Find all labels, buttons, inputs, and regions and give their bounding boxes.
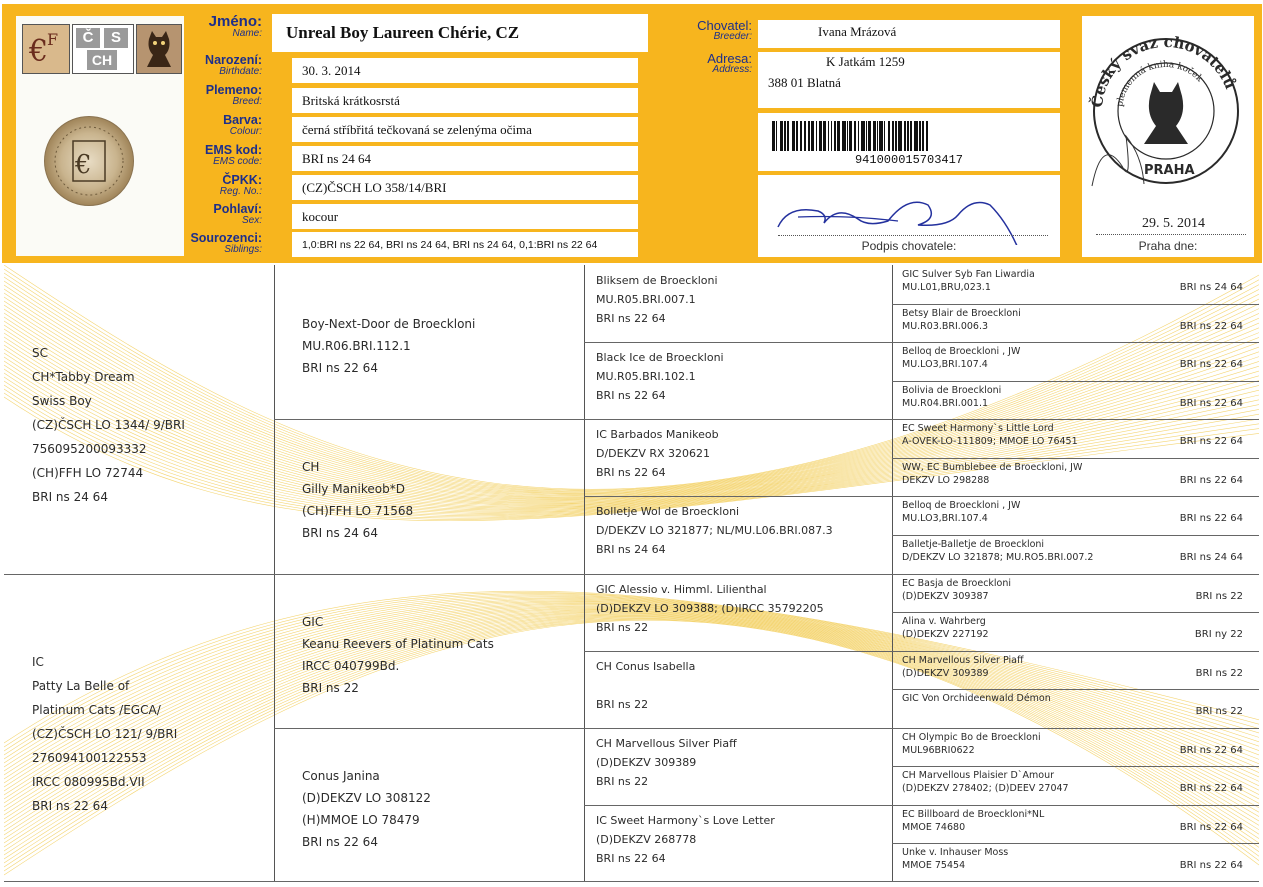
- ancestor-text-line: CH*Tabby Dream: [32, 370, 135, 385]
- ancestor-text-line: MU.R06.BRI.112.1: [302, 339, 411, 354]
- ancestor-name: Betsy Blair de Broeckloni: [902, 307, 1021, 319]
- ancestor-text-line: Platinum Cats /EGCA/: [32, 702, 161, 717]
- ancestor-gen4: [902, 654, 1257, 689]
- row-divider: [892, 535, 1259, 536]
- ancestor-ems-code: BRI ns 22 64: [1179, 397, 1243, 409]
- ancestor-name: CH Marvellous Plaisier D`Amour: [902, 770, 1055, 782]
- address-line-1: K Jatkám 1259: [826, 54, 905, 69]
- ancestor-ems-code: BRI ns 22: [1195, 667, 1243, 679]
- ancestor-gen4: [902, 769, 1257, 804]
- row-divider: [892, 458, 1259, 459]
- ancestor-text-line: Swiss Boy: [32, 394, 92, 409]
- ancestor-registration: (D)DEKZV 227192: [902, 629, 989, 641]
- ancestor-text-line: CH Marvellous Silver Piaff: [596, 736, 737, 750]
- siblings-value: 1,0:BRI ns 22 64, BRI ns 24 64, BRI ns 24 64, 0,1:BRI ns 22 64: [302, 238, 598, 251]
- colour-value: černá stříbřitá tečkovaná se zelenýma očima: [302, 121, 532, 137]
- reg-field: [292, 175, 638, 200]
- ancestor-registration: A-OVEK-LO-111809; MMOE LO 76451: [902, 436, 1078, 448]
- ancestor-text-line: (H)MMOE LO 78479: [302, 812, 420, 827]
- ancestor-name: Belloq de Broeckloni , JW: [902, 500, 1021, 512]
- official-stamp: [1082, 16, 1254, 206]
- row-divider: [584, 805, 892, 806]
- stamp-text-bottom: PRAHA: [1144, 163, 1195, 178]
- reg-value: (CZ)ČSCH LO 358/14/BRI: [302, 179, 447, 195]
- row-divider: [584, 419, 892, 420]
- barcode-number: 941000015703417: [854, 153, 964, 167]
- ancestor-text-line: BRI ns 22 64: [32, 798, 108, 813]
- pedigree-grid: [4, 265, 1259, 882]
- ancestor-text-line: [596, 676, 890, 695]
- ancestor-text-line: (D)DEKZV LO 309388; (D)IRCC 35792205: [596, 601, 824, 615]
- stamp-date-label: Praha dne:: [1138, 239, 1198, 253]
- signature-box: [758, 175, 1060, 257]
- breeder-value: Ivana Mrázová: [818, 24, 897, 39]
- ancestor-text-line: IC: [32, 654, 44, 669]
- ancestor-text-line: (CH)FFH LO 71568: [302, 504, 414, 519]
- ancestor-ems-code: BRI ns 24 64: [1179, 282, 1243, 293]
- breeder-label: Chovatel: Breeder:: [697, 18, 752, 42]
- ancestor-text-line: (D)DEKZV 309389: [596, 755, 697, 769]
- ancestor-name: EC Sweet Harmony`s Little Lord: [902, 423, 1054, 435]
- ancestor-gen1: [32, 650, 268, 818]
- ancestor-text-line: Black Ice de Broeckloni: [596, 351, 724, 365]
- cat-logo: [136, 24, 182, 74]
- ancestor-text-line: IRCC 040799Bd.: [302, 658, 400, 673]
- ancestor-ems-code: BRI ns 22: [1195, 590, 1243, 602]
- ancestor-gen4: [902, 846, 1257, 881]
- ancestor-gen4: [902, 577, 1257, 612]
- ancestor-text-line: BRI ns 22: [596, 620, 649, 634]
- csch-logo: [72, 24, 134, 74]
- ancestor-text-line: SC: [32, 346, 48, 361]
- svg-text:€: €: [75, 150, 92, 180]
- ancestor-gen3: [596, 580, 890, 637]
- ems-field: [292, 146, 638, 171]
- ancestor-ems-code: BRI ns 24 64: [1179, 551, 1243, 563]
- ancestor-text-line: BRI ns 22: [596, 697, 649, 711]
- ancestor-registration: MU.LO3,BRI.107.4: [902, 359, 988, 371]
- ancestor-name: EC Billboard de Broeckloni*NL: [902, 808, 1045, 820]
- ancestor-gen4: [902, 538, 1257, 573]
- row-divider: [584, 342, 892, 343]
- ancestor-name: Unke v. Inhauser Moss: [902, 847, 1009, 859]
- ancestor-text-line: BRI ns 22 64: [302, 361, 378, 376]
- row-divider: [274, 728, 584, 729]
- ancestor-registration: (D)DEKZV 309387: [902, 590, 989, 602]
- row-divider: [892, 574, 1259, 575]
- birthdate-label: Narození: Birthdate:: [205, 53, 262, 77]
- ancestor-text-line: (CZ)ČSCH LO 1344/ 9/BRI: [32, 418, 185, 433]
- sex-label: Pohlaví: Sex:: [213, 202, 262, 226]
- address-label: Adresa: Address:: [707, 51, 752, 75]
- ancestor-text-line: BRI ns 24 64: [302, 526, 378, 541]
- row-divider: [892, 843, 1259, 844]
- row-divider: [584, 574, 892, 575]
- stamp-date: 29. 5. 2014: [1142, 216, 1205, 231]
- ancestor-ems-code: BRI ns 22 64: [1179, 320, 1243, 332]
- ancestor-ems-code: BRI ns 22 64: [1179, 821, 1243, 833]
- breed-field: [292, 88, 638, 113]
- ancestor-gen3: [596, 425, 890, 482]
- ancestor-gen4: [902, 461, 1257, 496]
- birthdate-field: [292, 58, 638, 83]
- ancestor-text-line: BRI ns 24 64: [32, 490, 108, 505]
- ancestor-registration: MU.R03.BRI.006.3: [902, 320, 989, 332]
- ancestor-text-line: Boy-Next-Door de Broeckloni: [302, 317, 476, 332]
- ancestor-name: CH Marvellous Silver Piaff: [902, 654, 1024, 666]
- ancestor-name: GIC Von Orchideenwald Démon: [902, 693, 1051, 705]
- ancestor-name: Balletje-Balletje de Broeckloni: [902, 538, 1045, 550]
- ancestor-registration: MU.R04.BRI.001.1: [902, 397, 989, 409]
- ancestor-gen3: [596, 811, 890, 868]
- ancestor-text-line: GIC Alessio v. Himml. Lilienthal: [596, 582, 767, 596]
- ancestor-registration: MMOE 75454: [902, 860, 966, 872]
- ancestor-gen3: [596, 271, 890, 328]
- row-divider: [892, 381, 1259, 382]
- ancestor-gen2: [302, 456, 582, 544]
- ancestor-registration: D/DEKZV LO 321878; MU.RO5.BRI.007.2: [902, 551, 1094, 563]
- ancestor-gen1: [32, 341, 268, 509]
- ancestor-text-line: BRI ns 22 64: [596, 312, 666, 325]
- ancestor-ems-code: BRI ns 22 64: [1179, 474, 1243, 486]
- row-divider: [892, 304, 1259, 305]
- ancestor-text-line: 276094100122553: [32, 750, 147, 765]
- ancestor-text-line: BRI ns 24 64: [596, 543, 666, 557]
- stamp-date-line: [1096, 234, 1246, 235]
- ancestor-text-line: 756095200093332: [32, 442, 147, 457]
- ancestor-gen4: [902, 692, 1257, 727]
- colour-label: Barva: Colour:: [223, 113, 262, 137]
- row-divider: [892, 651, 1259, 652]
- ancestor-ems-code: BRI ny 22: [1194, 629, 1243, 641]
- certificate-header: [2, 4, 1262, 263]
- ancestor-text-line: Gilly Manikeob*D: [302, 482, 405, 497]
- ancestor-text-line: (D)DEKZV 268778: [596, 832, 697, 846]
- ancestor-text-line: Patty La Belle of: [32, 678, 130, 693]
- ancestor-gen3: [596, 734, 890, 791]
- ancestor-text-line: BRI ns 22 64: [596, 851, 666, 865]
- ancestor-ems-code: BRI ns 22 64: [1179, 359, 1243, 371]
- ancestor-name: Bolivia de Broeckloni: [902, 384, 1002, 396]
- cat-name: Unreal Boy Laureen Chérie, CZ: [286, 23, 520, 42]
- ems-label: EMS kod: EMS code:: [205, 143, 262, 167]
- svg-text:F: F: [47, 30, 59, 49]
- name-label: Jméno: Name:: [208, 13, 262, 39]
- colour-field: [292, 117, 638, 142]
- logo-letter-ch: CH: [87, 50, 117, 70]
- ancestor-gen3: [596, 348, 890, 405]
- ancestor-gen4: [902, 345, 1257, 380]
- signature-label: Podpis chovatele:: [861, 239, 957, 253]
- fife-logo: [22, 24, 70, 74]
- reg-label: ČPKK: Reg. No.:: [219, 173, 262, 197]
- ancestor-name: WW, EC Bumblebee de Broeckloni, JW: [902, 461, 1083, 473]
- stamp-panel: [1082, 16, 1254, 257]
- breed-label: Plemeno: Breed:: [205, 83, 262, 107]
- ancestor-gen3: [596, 657, 890, 714]
- address-field: [758, 52, 1060, 108]
- ancestor-gen4: [902, 731, 1257, 766]
- ancestor-registration: MU.LO3,BRI.107.4: [902, 513, 988, 525]
- stamp-text-inner: plemenná kniha koček: [1115, 59, 1205, 108]
- ancestor-text-line: BRI ns 22: [596, 774, 649, 788]
- ancestor-gen4: [902, 384, 1257, 419]
- ancestor-text-line: Conus Janina: [302, 768, 380, 783]
- ancestor-name: Belloq de Broeckloni , JW: [902, 346, 1021, 358]
- ancestor-text-line: IRCC 080995Bd.VII: [32, 774, 145, 789]
- hologram-seal: [44, 116, 134, 206]
- ancestor-text-line: BRI ns 22: [302, 680, 359, 695]
- barcode: [758, 113, 1060, 171]
- ancestor-text-line: MU.R05.BRI.102.1: [596, 370, 696, 384]
- ancestor-gen4: [902, 499, 1257, 534]
- ancestor-text-line: CH: [302, 460, 320, 475]
- row-divider: [892, 766, 1259, 767]
- ancestor-ems-code: BRI ns 22 64: [1179, 513, 1243, 525]
- breed-value: Britská krátkosrstá: [302, 92, 400, 108]
- ancestor-registration: (D)DEKZV 278402; (D)DEEV 27047: [902, 783, 1069, 795]
- ancestor-ems-code: BRI ns 22: [1195, 706, 1243, 718]
- sex-field: [292, 204, 638, 229]
- ancestor-text-line: MU.R05.BRI.007.1: [596, 293, 696, 306]
- birthdate-value: 30. 3. 2014: [302, 62, 361, 78]
- sex-value: kocour: [302, 208, 339, 224]
- ancestor-gen2: [302, 313, 582, 379]
- ancestor-registration: MUL96BRI0622: [902, 744, 975, 756]
- ancestor-text-line: BRI ns 22 64: [596, 466, 666, 480]
- row-divider: [584, 728, 892, 729]
- svg-text:€: €: [29, 34, 49, 69]
- logo-letter-s: S: [104, 28, 128, 48]
- row-divider: [892, 728, 1259, 729]
- ancestor-registration: MMOE 74680: [902, 821, 966, 833]
- ancestor-text-line: (D)DEKZV LO 308122: [302, 790, 431, 805]
- ancestor-gen2: [302, 765, 582, 853]
- ancestor-text-line: Bolletje Wol de Broeckloni: [596, 505, 740, 519]
- ancestor-text-line: IC Barbados Manikeob: [596, 428, 719, 442]
- ancestor-text-line: D/DEKZV RX 320621: [596, 447, 711, 461]
- ancestor-text-line: Bliksem de Broeckloni: [596, 274, 718, 287]
- ancestor-name: GIC Sulver Syb Fan Liwardia: [902, 269, 1035, 280]
- ancestor-gen2: [302, 611, 582, 699]
- ancestor-ems-code: BRI ns 22 64: [1179, 783, 1243, 795]
- row-divider: [892, 342, 1259, 343]
- ancestor-text-line: BRI ns 22 64: [302, 834, 378, 849]
- row-divider: [892, 805, 1259, 806]
- siblings-label: Sourozenci: Siblings:: [190, 231, 262, 255]
- ancestor-text-line: GIC: [302, 614, 324, 629]
- ancestor-gen3: [596, 502, 890, 559]
- row-divider: [892, 689, 1259, 690]
- ancestor-text-line: IC Sweet Harmony`s Love Letter: [596, 813, 775, 827]
- row-divider: [892, 496, 1259, 497]
- ancestor-name: CH Olympic Bo de Broeckloni: [902, 731, 1041, 743]
- ancestor-registration: (D)DEKZV 309389: [902, 667, 989, 679]
- ancestor-ems-code: BRI ns 22 64: [1179, 436, 1243, 448]
- signature-line: [778, 235, 1048, 236]
- ancestor-gen4: [902, 808, 1257, 843]
- ancestor-ems-code: BRI ns 22 64: [1179, 744, 1243, 756]
- row-divider: [892, 419, 1259, 420]
- row-divider: [584, 496, 892, 497]
- ancestor-registration: MU.L01,BRU,023.1: [902, 282, 991, 293]
- ancestor-registration: DEKZV LO 298288: [902, 474, 990, 486]
- address-line-2: 388 01 Blatná: [768, 75, 841, 90]
- row-divider: [4, 574, 274, 575]
- ancestor-ems-code: BRI ns 22 64: [1179, 860, 1243, 872]
- ancestor-text-line: (CZ)ČSCH LO 121/ 9/BRI: [32, 726, 178, 741]
- breeder-field: [758, 20, 1060, 48]
- logo-panel: [16, 16, 184, 256]
- logo-letter-c: Č: [76, 28, 100, 48]
- row-divider: [584, 651, 892, 652]
- bottom-border: [4, 881, 1259, 882]
- ancestor-name: EC Basja de Broeckloni: [902, 577, 1012, 589]
- ancestor-text-line: BRI ns 22 64: [596, 389, 666, 403]
- ancestor-text-line: CH Conus Isabella: [596, 659, 696, 673]
- ancestor-gen4: [902, 268, 1257, 303]
- ancestor-name: Alina v. Wahrberg: [902, 616, 986, 628]
- row-divider: [892, 612, 1259, 613]
- ems-value: BRI ns 24 64: [302, 150, 371, 166]
- ancestor-text-line: Keanu Reevers of Platinum Cats: [302, 636, 494, 651]
- row-divider: [274, 574, 584, 575]
- cat-name-field: [272, 14, 648, 52]
- row-divider: [274, 419, 584, 420]
- ancestor-gen4: [902, 422, 1257, 457]
- siblings-field: [292, 232, 638, 257]
- ancestor-text-line: D/DEKZV LO 321877; NL/MU.L06.BRI.087.3: [596, 524, 833, 538]
- stamp-text-top: Český svaz chovatelů: [1087, 32, 1240, 109]
- ancestor-text-line: (CH)FFH LO 72744: [32, 466, 144, 481]
- ancestor-gen4: [902, 307, 1257, 342]
- ancestor-gen4: [902, 615, 1257, 650]
